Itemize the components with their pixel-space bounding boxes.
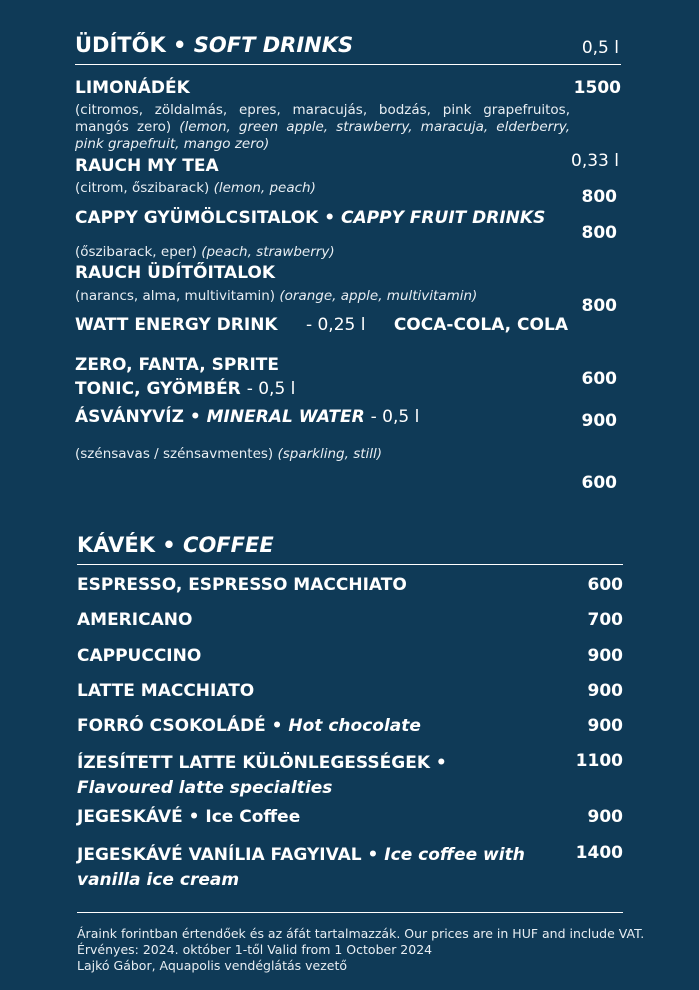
footer-line: Lajkó Gábor, Aquapolis vendéglátás vezető <box>77 958 348 973</box>
coffee-item-price: 900 <box>587 716 623 736</box>
name-hu: JEGESKÁVÉ VANÍLIA FAGYIVAL • <box>77 845 379 865</box>
section-divider <box>75 64 621 65</box>
desc-en: (lemon, green apple, strawberry, maracuja, elderberry, pink grapefruit, mango zero) <box>75 119 570 152</box>
desc-en: (sparkling, still) <box>277 446 383 462</box>
desc-hu: (szénsavas / szénsavmentes) <box>75 446 274 462</box>
desc-hu: (őszibarack, eper) <box>75 244 197 260</box>
desc-hu: (citrom, őszibarack) <box>75 180 210 196</box>
coffee-item-price: 900 <box>587 646 623 666</box>
item-name: RAUCH MY TEA <box>75 156 219 176</box>
desc-hu: (narancs, alma, multivitamin) <box>75 288 276 304</box>
desc-en: (peach, strawberry) <box>201 244 335 260</box>
item-name <box>75 407 419 427</box>
item-volume: - 0,25 l <box>305 315 366 335</box>
coffee-item-name <box>77 716 421 736</box>
name-hu: FORRÓ CSOKOLÁDÉ • <box>77 716 283 736</box>
item-name: ZERO, FANTA, SPRITE <box>75 355 279 375</box>
item-price: 1500 <box>573 78 621 98</box>
item-price: 800 <box>581 296 617 316</box>
coffee-item-price: 1100 <box>575 751 623 771</box>
coffee-item-price: 1400 <box>575 843 623 863</box>
name-hu: TONIC, GYÖMBÉR <box>75 379 241 399</box>
coffee-title <box>77 533 274 557</box>
volume-header: 0,33 l <box>571 151 619 171</box>
volume-header: 0,5 l <box>581 38 619 58</box>
footer-note <box>77 926 644 974</box>
item-description <box>75 244 335 260</box>
coffee-item-name: LATTE MACCHIATO <box>77 681 255 701</box>
item-name: RAUCH ÜDÍTŐITALOK <box>75 263 276 283</box>
section-divider <box>77 564 623 565</box>
name-en: MINERAL WATER <box>206 407 365 427</box>
desc-en: (orange, apple, multivitamin) <box>279 288 478 304</box>
coffee-item-name <box>77 807 300 827</box>
coffee-item-price: 900 <box>587 681 623 701</box>
item-name <box>75 379 295 399</box>
coffee-item-name <box>77 751 547 801</box>
section-title-hu: ÜDÍTŐK • <box>75 33 187 57</box>
name-en: Ice coffee with vanilla ice cream <box>77 845 525 890</box>
coffee-item-name: CAPPUCCINO <box>77 646 202 666</box>
desc-hu: (citromos, zöldalmás, epres, maracujás, bodzás, pink grapefruitos, mangós zero) <box>75 102 570 135</box>
item-description <box>75 180 316 196</box>
item-name: LIMONÁDÉK <box>75 78 190 98</box>
item-price: 900 <box>581 411 617 431</box>
item-price: 600 <box>581 369 617 389</box>
footer-line: Érvényes: 2024. október 1-től Valid from 1 October 2024 <box>77 942 433 957</box>
name-hu: CAPPY GYÜMÖLCSITALOK • <box>75 208 336 228</box>
item-description <box>75 102 570 153</box>
name-en: CAPPY FRUIT DRINKS <box>341 208 546 228</box>
name-hu: JEGESKÁVÉ • <box>77 807 200 827</box>
name-hu-2: COCA-COLA, COLA <box>393 315 568 335</box>
desc-en: (lemon, peach) <box>213 180 316 196</box>
coffee-item-name: ESPRESSO, ESPRESSO MACCHIATO <box>77 575 407 595</box>
item-description <box>75 288 477 304</box>
coffee-item-name <box>77 843 547 893</box>
section-title-en: COFFEE <box>183 533 274 557</box>
name-hu: ÁSVÁNYVÍZ • <box>75 407 201 427</box>
item-price: 800 <box>581 187 617 207</box>
footer-line: Áraink forintban értendőek és az áfát tartalmazzák. Our prices are in HUF and include VAT. <box>77 926 645 941</box>
name-en: Flavoured latte specialties <box>77 778 333 798</box>
item-price: 600 <box>581 473 617 493</box>
name-en: Ice Coffee <box>205 807 301 827</box>
item-name <box>75 208 545 228</box>
name-en: Hot chocolate <box>288 716 421 736</box>
item-price: 800 <box>581 223 617 243</box>
section-title-en: SOFT DRINKS <box>193 33 354 57</box>
footer-divider <box>77 912 623 913</box>
item-volume: - 0,5 l <box>246 379 296 399</box>
coffee-item-name: AMERICANO <box>77 610 193 630</box>
section-title-hu: KÁVÉK • <box>77 533 176 557</box>
coffee-item-price: 900 <box>587 807 623 827</box>
coffee-item-price: 700 <box>587 610 623 630</box>
item-volume: - 0,5 l <box>370 407 420 427</box>
name-hu: ÍZESÍTETT LATTE KÜLÖNLEGESSÉGEK • <box>77 753 447 773</box>
item-description <box>75 446 382 462</box>
coffee-item-price: 600 <box>587 575 623 595</box>
name-hu: WATT ENERGY DRINK <box>75 315 278 335</box>
item-name <box>75 315 568 335</box>
soft-drinks-title <box>75 33 353 57</box>
